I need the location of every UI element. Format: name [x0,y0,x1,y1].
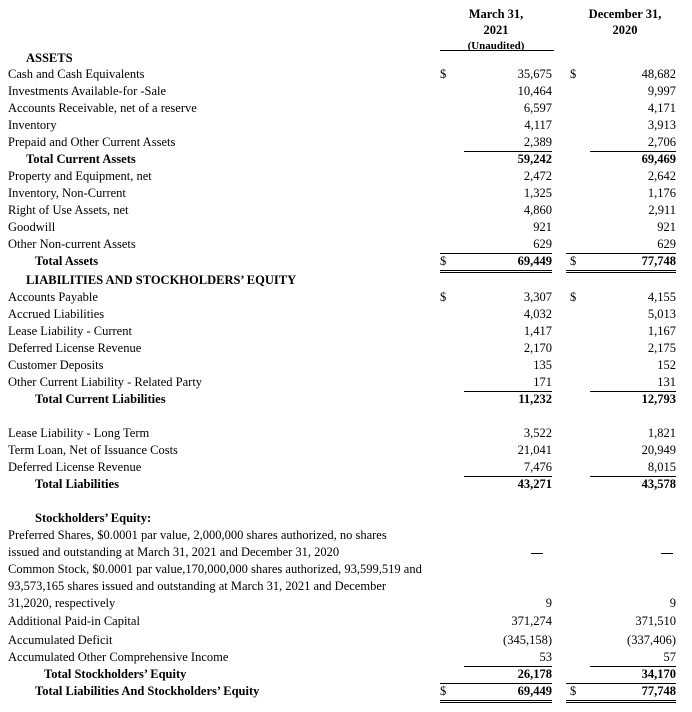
value-2020: 9 [669,596,676,610]
col2-line1: December 31, [588,7,662,21]
value-2020: 77,748 [641,684,676,698]
value-2021: 11,232 [518,392,552,406]
currency-symbol: $ [440,684,447,698]
column-header-march-2021 [440,6,552,54]
double-rule-col1-a [440,700,552,701]
row-inventory [0,117,692,134]
currency-symbol: $ [570,684,577,698]
value-2020: 152 [657,358,676,372]
value-2021: 371,274 [511,614,552,628]
row-label: Accumulated Other Comprehensive Income [8,650,229,664]
row-label: Accumulated Deficit [8,633,113,647]
row-deferred-license [0,340,692,357]
row-ppe [0,168,692,185]
row-payable [0,289,692,306]
value-2021: 53 [539,650,552,664]
dash-nil-2020 [661,553,673,554]
value-2021: 7,476 [523,460,552,474]
value-2020: 12,793 [641,392,676,406]
section-liabilities-label: LIABILITIES AND STOCKHOLDERS’ EQUITY [26,273,297,287]
row-apic [0,613,692,630]
row-total-assets [0,253,692,270]
row-label: 93,573,165 shares issued and outstanding at March 31, 2021 and December [8,579,387,593]
value-2020: 9,997 [647,84,676,98]
row-aoci [0,649,692,666]
value-2021: 629 [533,237,552,251]
row-investments [0,83,692,100]
section-assets [0,50,692,67]
value-2020: 3,913 [647,118,676,132]
value-2021: 69,449 [517,684,552,698]
value-2021: (345,158) [503,633,552,647]
row-lease-current [0,323,692,340]
value-2020: 34,170 [641,667,676,681]
section-equity [0,510,692,527]
row-rou [0,202,692,219]
row-label: Accrued Liabilities [8,307,105,321]
row-label: Accounts Receivable, net of a reserve [8,101,197,115]
row-label: Accounts Payable [8,290,98,304]
col1-line2: 2021 [483,23,509,37]
row-label: Term Loan, Net of Issuance Costs [8,443,178,457]
value-2021: 2,389 [523,135,552,149]
value-2021: 135 [533,358,552,372]
row-term-loan [0,442,692,459]
value-2020: 48,682 [641,67,676,81]
row-total-current-liabilities [0,391,692,408]
value-2020: 921 [657,220,676,234]
value-2020: 2,911 [648,203,676,217]
row-deficit [0,632,692,649]
row-common-line2 [0,578,692,595]
row-prepaid [0,134,692,151]
value-2020: 57 [663,650,676,664]
row-label: Investments Available-for -Sale [8,84,167,98]
value-2020: 43,578 [641,477,676,491]
value-2021: 9 [545,596,552,610]
row-total-liabilities-equity [0,683,692,700]
row-label: Other Non-current Assets [8,237,136,251]
value-2021: 4,032 [523,307,552,321]
row-label: Deferred License Revenue [8,341,142,355]
row-inventory-noncurrent [0,185,692,202]
row-label: Common Stock, $0.0001 par value,170,000,000 shares authorized, 93,599,519 and [8,562,422,576]
row-label: Inventory, Non-Current [8,186,126,200]
row-label: Other Current Liability - Related Party [8,375,203,389]
double-rule-col1-a [440,270,552,271]
double-rule-col2-a [566,700,676,701]
row-label: Lease Liability - Long Term [8,426,150,440]
row-receivable [0,100,692,117]
col1-line3: (Unaudited) [467,40,525,52]
row-preferred-line2 [0,544,692,561]
row-label: Right of Use Assets, net [8,203,129,217]
col2-line2: 2020 [612,23,638,37]
value-2021: 43,271 [517,477,552,491]
value-2020: 77,748 [641,254,676,268]
double-rule-col2-b [566,702,676,703]
row-label: Lease Liability - Current [8,324,132,338]
value-2021: 69,449 [517,254,552,268]
section-assets-label: ASSETS [26,51,73,65]
row-label: Prepaid and Other Current Assets [8,135,176,149]
currency-symbol: $ [570,67,577,81]
row-preferred-line1 [0,527,692,544]
value-2021: 3,307 [523,290,552,304]
value-2021: 10,464 [517,84,552,98]
value-2021: 171 [533,375,552,389]
row-label: Total Current Liabilities [35,392,166,406]
row-common-line1 [0,561,692,578]
row-common-line3 [0,595,692,612]
value-2020: 8,015 [647,460,676,474]
row-lease-longterm [0,425,692,442]
row-total-liabilities [0,476,692,493]
double-rule-col1-b [440,702,552,703]
currency-symbol: $ [440,67,447,81]
value-2021: 2,170 [523,341,552,355]
row-total-equity [0,666,692,683]
row-deposits [0,357,692,374]
row-label: Deferred License Revenue [8,460,142,474]
value-2020: 629 [657,237,676,251]
currency-symbol: $ [440,254,447,268]
value-2020: 371,510 [635,614,676,628]
value-2021: 6,597 [523,101,552,115]
value-2020: 5,013 [647,307,676,321]
value-2021: 21,041 [517,443,552,457]
value-2021: 4,860 [523,203,552,217]
row-other-noncurrent [0,236,692,253]
value-2021: 1,325 [523,186,552,200]
row-total-current-assets [0,151,692,168]
row-label: Inventory [8,118,57,132]
value-2020: 1,167 [647,324,676,338]
value-2020: 1,176 [647,186,676,200]
row-related-party [0,374,692,391]
value-2020: 20,949 [641,443,676,457]
value-2020: 69,469 [641,152,676,166]
dash-nil-2021 [531,553,543,554]
row-label: Total Stockholders’ Equity [44,667,187,681]
row-label: Customer Deposits [8,358,104,372]
row-label: Additional Paid-in Capital [8,614,140,628]
currency-symbol: $ [440,290,447,304]
row-label: Preferred Shares, $0.0001 par value, 2,000,000 shares authorized, no shares [8,528,387,542]
value-2020: (337,406) [627,633,676,647]
row-deferred-license-noncurrent [0,459,692,476]
value-2021: 921 [533,220,552,234]
value-2021: 2,472 [523,169,552,183]
value-2020: 2,642 [647,169,676,183]
value-2020: 4,155 [647,290,676,304]
row-accrued [0,306,692,323]
col1-line1: March 31, [468,7,524,21]
double-rule-col2-a [566,270,676,271]
value-2021: 26,178 [517,667,552,681]
section-liabilities [0,272,692,289]
row-label: Total Current Assets [26,152,136,166]
value-2020: 4,171 [647,101,676,115]
value-2021: 59,242 [517,152,552,166]
row-label: Total Liabilities [35,477,119,491]
row-label: Total Assets [35,254,99,268]
value-2021: 3,522 [523,426,552,440]
row-label: Goodwill [8,220,56,234]
value-2020: 2,706 [647,135,676,149]
row-label: Total Liabilities And Stockholders’ Equity [35,684,260,698]
row-goodwill [0,219,692,236]
value-2021: 1,417 [523,324,552,338]
row-label: issued and outstanding at March 31, 2021 and December 31, 2020 [8,545,340,559]
row-label: 31,2020, respectively [8,596,116,610]
row-label: Property and Equipment, net [8,169,152,183]
value-2020: 2,175 [647,341,676,355]
value-2020: 1,821 [647,426,676,440]
row-label: Cash and Cash Equivalents [8,67,145,81]
currency-symbol: $ [570,254,577,268]
section-equity-label: Stockholders’ Equity: [35,511,152,525]
row-cash [0,66,692,83]
value-2021: 4,117 [524,118,552,132]
currency-symbol: $ [570,290,577,304]
column-header-december-2020 [566,6,684,38]
value-2020: 131 [657,375,676,389]
value-2021: 35,675 [517,67,552,81]
